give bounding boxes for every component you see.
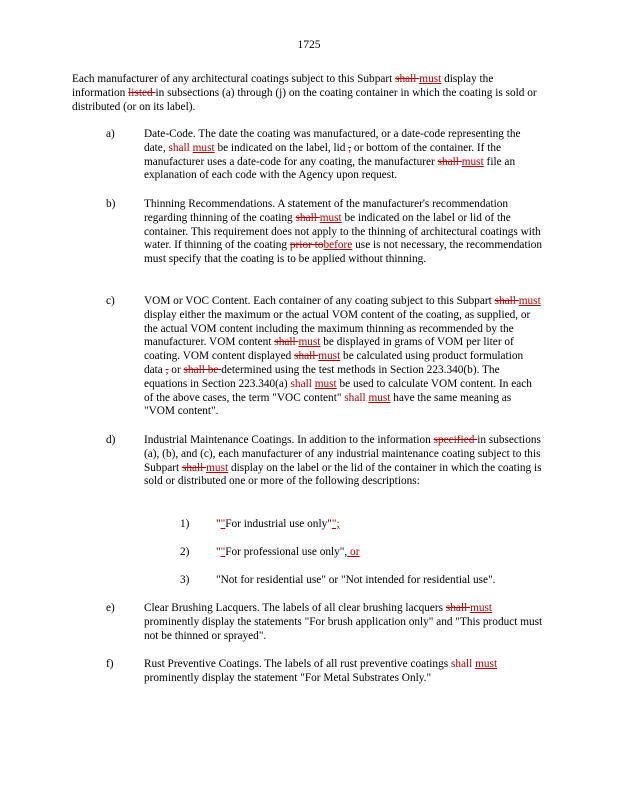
section-text: Rust Preventive Coatings. The labels of all rust preventive coatings shall must prominently display the statement "For Metal Substrates Only." (144, 658, 498, 684)
page-number: 1725 (297, 39, 321, 51)
section-text: VOM or VOC Content. Each container of any coating subject to this Subpart shall must display either the maximum or the actual VOM content of the coating, as supplied, or the actual VOM content including the maximum thinning as recommended by the manufacturer. VOM content shall must be displayed in grams of VOM per liter of coating. VOM content displayed shall must be calculated using product formulation data , or shall be determined using the test methods in Section 223.340(b). The equations in Section 223.340(a) shall must be used to calculate VOM content. In each of the above cases, the term "VOC content" shall must have the same meaning as "VOM content". (144, 295, 541, 418)
section-text: Industrial Maintenance Coatings. In addition to the information specified in subsections (a), (b), and (c), each manufacturer of any industrial maintenance coating subject to this Subpart shall must display on the label or the lid of the container in which the coating is sold or distributed one or more of the following descriptions: (144, 434, 542, 488)
section-text: Clear Brushing Lacquers. The labels of all clear brushing lacquers shall must prominently display the statements "For brush application only" and "This product must not be thinned or sprayed". (144, 602, 543, 642)
section-label: b) (106, 198, 116, 210)
section-label: d) (106, 434, 116, 446)
intro-paragraph: Each manufacturer of any architectural coatings subject to this Subpart shall must display the information listed in subsections (a) through (j) on the coating container in which the coating is sold or distributed (or on its label). (72, 73, 537, 113)
section-text: Date-Code. The date the coating was manufactured, or a date-code representing the date, shall must be indicated on the label, lid , or bottom of the container. If the manufacturer uses a date-code for any coating, the manufacturer shall must file an explanation of each code with the Agency upon request. (144, 128, 521, 182)
section-text: Thinning Recommendations. A statement of the manufacturer's recommendation regarding thinning of the coating shall must be indicated on the label or lid of the container. This requirement does not apply to the thinning of architectural coatings with water. If thinning of the coating prior tobefore use is not necessary, the recommendation must specify that the coating is to be applied without thinning. (144, 198, 543, 266)
section-label: a) (106, 128, 115, 140)
section-label: f) (106, 658, 114, 670)
section-label: c) (106, 295, 115, 307)
section-label: e) (106, 602, 115, 614)
